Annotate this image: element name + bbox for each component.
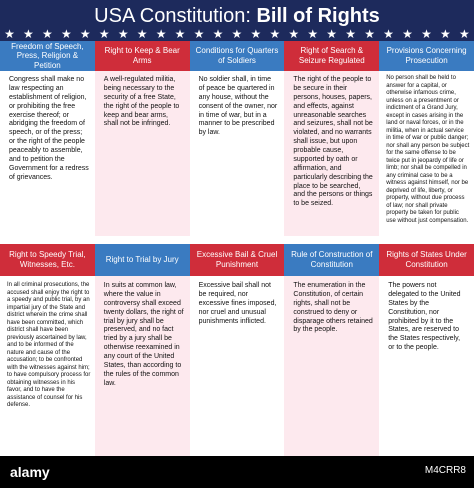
star-icon: ★ [421, 26, 432, 41]
star-icon: ★ [79, 26, 91, 41]
title-plain: USA Constitution: [94, 5, 257, 27]
star-icon: ★ [288, 26, 300, 41]
bottom-amendment-row [0, 244, 474, 456]
amendment-card-jury-trial [95, 244, 190, 456]
amendment-text: The right of the people to be secure in their persons, houses, papers, and effects, against unreasonable searches and seizures, shall not be violated, and no warrants shall issue, but upon probable cause, supported by oath or affirmation, and particularly describing the place to be searched, and the persons or things to be seized. [293, 76, 373, 208]
amendment-heading: Freedom of Speech, Press, Religion & Petition [0, 41, 95, 71]
star-icon: ★ [212, 26, 224, 41]
amendment-text: Congress shall make no law respecting an establishment of religion, or prohibiting the free exercise thereof; or abridging the freedom of speech, or of the press; or the right of the people peaceably to assemble, and to petition the Government for a redress of grievances. [9, 76, 89, 181]
star-icon: ★ [402, 26, 413, 41]
star-icon: ★ [136, 26, 148, 41]
star-icon: ★ [174, 26, 186, 41]
star-icon: ★ [155, 26, 167, 41]
watermark-bar [0, 456, 474, 488]
star-icon: ★ [440, 26, 451, 41]
star-icon: ★ [383, 26, 394, 41]
amendment-card-arms [95, 41, 190, 236]
star-icon: ★ [4, 26, 15, 41]
star-icon: ★ [269, 26, 281, 41]
amendment-card-quarters [190, 41, 285, 236]
amendment-card-states-rights [379, 244, 474, 456]
amendment-heading: Right to Trial by Jury [95, 244, 190, 276]
amendment-card-search-seizure [284, 41, 379, 236]
amendment-text: The powers not delegated to the United States by the Constitution, nor prohibited by it to the States, are reserved to the States respectively, or to the people. [388, 282, 461, 352]
title-bold: Bill of Rights [256, 5, 380, 27]
star-row [0, 26, 474, 41]
star-icon: ★ [326, 26, 338, 41]
amendment-heading: Right to Speedy Trial, Witnesses, Etc. [0, 244, 95, 276]
star-icon: ★ [345, 26, 357, 41]
amendment-heading: Conditions for Quarters of Soldiers [190, 41, 285, 71]
watermark-logo: alamy [10, 464, 50, 480]
star-icon: ★ [98, 26, 110, 41]
star-icon: ★ [42, 26, 53, 41]
amendment-card-construction [284, 244, 379, 456]
amendment-card-prosecution [379, 41, 474, 236]
star-icon: ★ [250, 26, 262, 41]
page-title [94, 5, 380, 28]
image-code: M4CRR8 [424, 465, 466, 476]
amendment-heading: Provisions Concerning Prosecution [379, 41, 474, 71]
amendment-heading: Excessive Bail & Cruel Punishment [190, 244, 285, 276]
row-divider [0, 236, 474, 244]
star-icon: ★ [364, 26, 375, 41]
amendment-text: A well-regulated militia, being necessary to the security of a free State, the right of the people to keep and bear arms, shall not be infringed. [103, 76, 180, 128]
amendment-heading: Right to Keep & Bear Arms [95, 41, 190, 71]
amendment-heading: Right of Search & Seizure Regulated [284, 41, 379, 71]
star-icon: ★ [307, 26, 319, 41]
amendment-text: No soldier shall, in time of peace be quartered in any house, without the consent of the owner, nor in time of war, but in a manner to be prescribed by law. [198, 76, 278, 137]
star-icon: ★ [231, 26, 243, 41]
star-icon: ★ [23, 26, 34, 41]
amendment-card-speedy-trial [0, 244, 95, 456]
star-icon: ★ [117, 26, 129, 41]
star-icon: ★ [60, 26, 72, 41]
amendment-card-speech [0, 41, 95, 236]
title-banner [0, 0, 474, 41]
amendment-heading: Rights of States Under Constitution [379, 244, 474, 276]
star-icon: ★ [193, 26, 205, 41]
amendment-text: Excessive bail shall not be required, nor excessive fines imposed, nor cruel and unusual punishments inflicted. [198, 282, 277, 325]
top-amendment-row [0, 41, 474, 236]
amendment-text: No person shall be held to answer for a capital, or otherwise infamous crime, unless on a presentment or indictment of a Grand Jury, except in cases arising in the land or naval forces, or in the militia, when in actual service in time of war or public danger; nor shall any person be subject for the same offense to be twice put in jeopardy of life or limb; nor shall be compelled in any criminal case to be a witness against himself, nor be deprived of life, liberty, or property, without due process of law; nor shall private property be taken for public use without just compensation. [386, 75, 470, 224]
amendment-text: In all criminal prosecutions, the accused shall enjoy the right to a speedy and public trial, by an impartial jury of the State and district wherein the crime shall have been committed, which district shall have been previously ascertained by law, and to be informed of the nature and cause of the accusation; to be confronted with the witnesses against him; to have compulsory process for obtaining witnesses in his favor, and to have the assistance of counsel for his defense. [7, 282, 91, 408]
amendment-text: In suits at common law, where the value in controversy shall exceed twenty dollars, the right of trial by jury shall be preserved, and no fact tried by a jury shall be otherwise reexamined in any court of the United States, than according to the rules of the common law. [103, 282, 184, 387]
star-icon: ★ [458, 26, 470, 41]
amendment-card-bail-punishment [190, 244, 285, 456]
amendment-heading: Rule of Construction of Constitution [284, 244, 379, 276]
amendment-text: The enumeration in the Constitution, of certain rights, shall not be construed to deny or disparage others retained by the people. [293, 282, 373, 334]
